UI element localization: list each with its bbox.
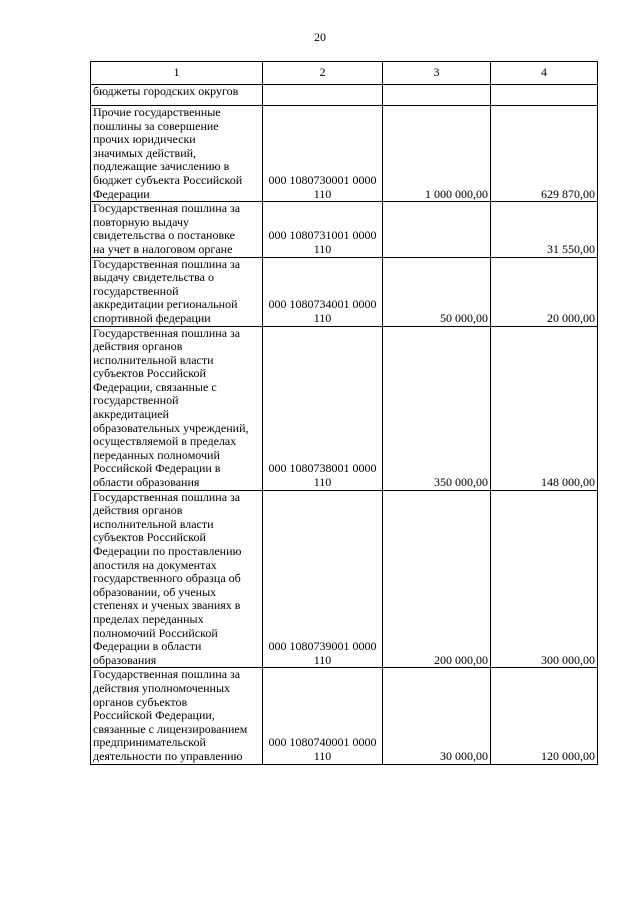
row-name: Прочие государственные пошлины за совершение прочих юридически значимых действий, подлежащие зачислению в бюджет субъекта Российской Федерации [91,106,263,202]
row-col4: 148 000,00 [491,326,598,490]
table-row [91,326,598,490]
row-name: Государственная пошлина за действия органов исполнительной власти субъектов Российской Федерации, связанные с государственной аккредитацией образовательных учреждений, осуществляемой в пределах переданных полномочий Российской Федерации в области образования [91,326,263,490]
header-col-3: 3 [383,62,491,85]
row-code: 000 1080738001 0000 110 [263,326,383,490]
row-name: Государственная пошлина за действия органов исполнительной власти субъектов Российской Федерации по проставлению апостиля на документах государственного образца об образовании, об ученых степенях и ученых званиях в пределах переданных полномочий Российской Федерации в области образования [91,490,263,668]
row-col4: 31 550,00 [491,202,598,257]
table-row [91,106,598,202]
row-col3: 50 000,00 [383,257,491,326]
header-col-4: 4 [491,62,598,85]
row-col3: 350 000,00 [383,326,491,490]
row-code: 000 1080740001 0000 110 [263,668,383,764]
row-col3 [383,202,491,257]
header-col-1: 1 [91,62,263,85]
header-col-2: 2 [263,62,383,85]
table-row [91,202,598,257]
empty-cell [491,85,598,106]
table-header-row [91,62,598,85]
table-row [91,257,598,326]
table-row-continued [91,85,598,106]
row-code: 000 1080734001 0000 110 [263,257,383,326]
row-code: 000 1080730001 0000 110 [263,106,383,202]
row-col4: 20 000,00 [491,257,598,326]
row-col4: 629 870,00 [491,106,598,202]
row-name: Государственная пошлина за повторную выдачу свидетельства о постановке на учет в налоговом органе [91,202,263,257]
empty-cell [263,85,383,106]
row-col3: 200 000,00 [383,490,491,668]
table-row [91,490,598,668]
budget-table [90,61,598,765]
row-code: 000 1080731001 0000 110 [263,202,383,257]
row-name: Государственная пошлина за выдачу свидетельства о государственной аккредитации региональной спортивной федерации [91,257,263,326]
row-col3: 1 000 000,00 [383,106,491,202]
table-row [91,668,598,764]
row-col4: 300 000,00 [491,490,598,668]
row-col3: 30 000,00 [383,668,491,764]
row-name: Государственная пошлина за действия уполномоченных органов субъектов Российской Федерации, связанные с лицензированием предпринимательской деятельности по управлению [91,668,263,764]
row-code: 000 1080739001 0000 110 [263,490,383,668]
row-col4: 120 000,00 [491,668,598,764]
continued-text: бюджеты городских округов [91,85,263,106]
empty-cell [383,85,491,106]
page-number: 20 [314,30,326,44]
